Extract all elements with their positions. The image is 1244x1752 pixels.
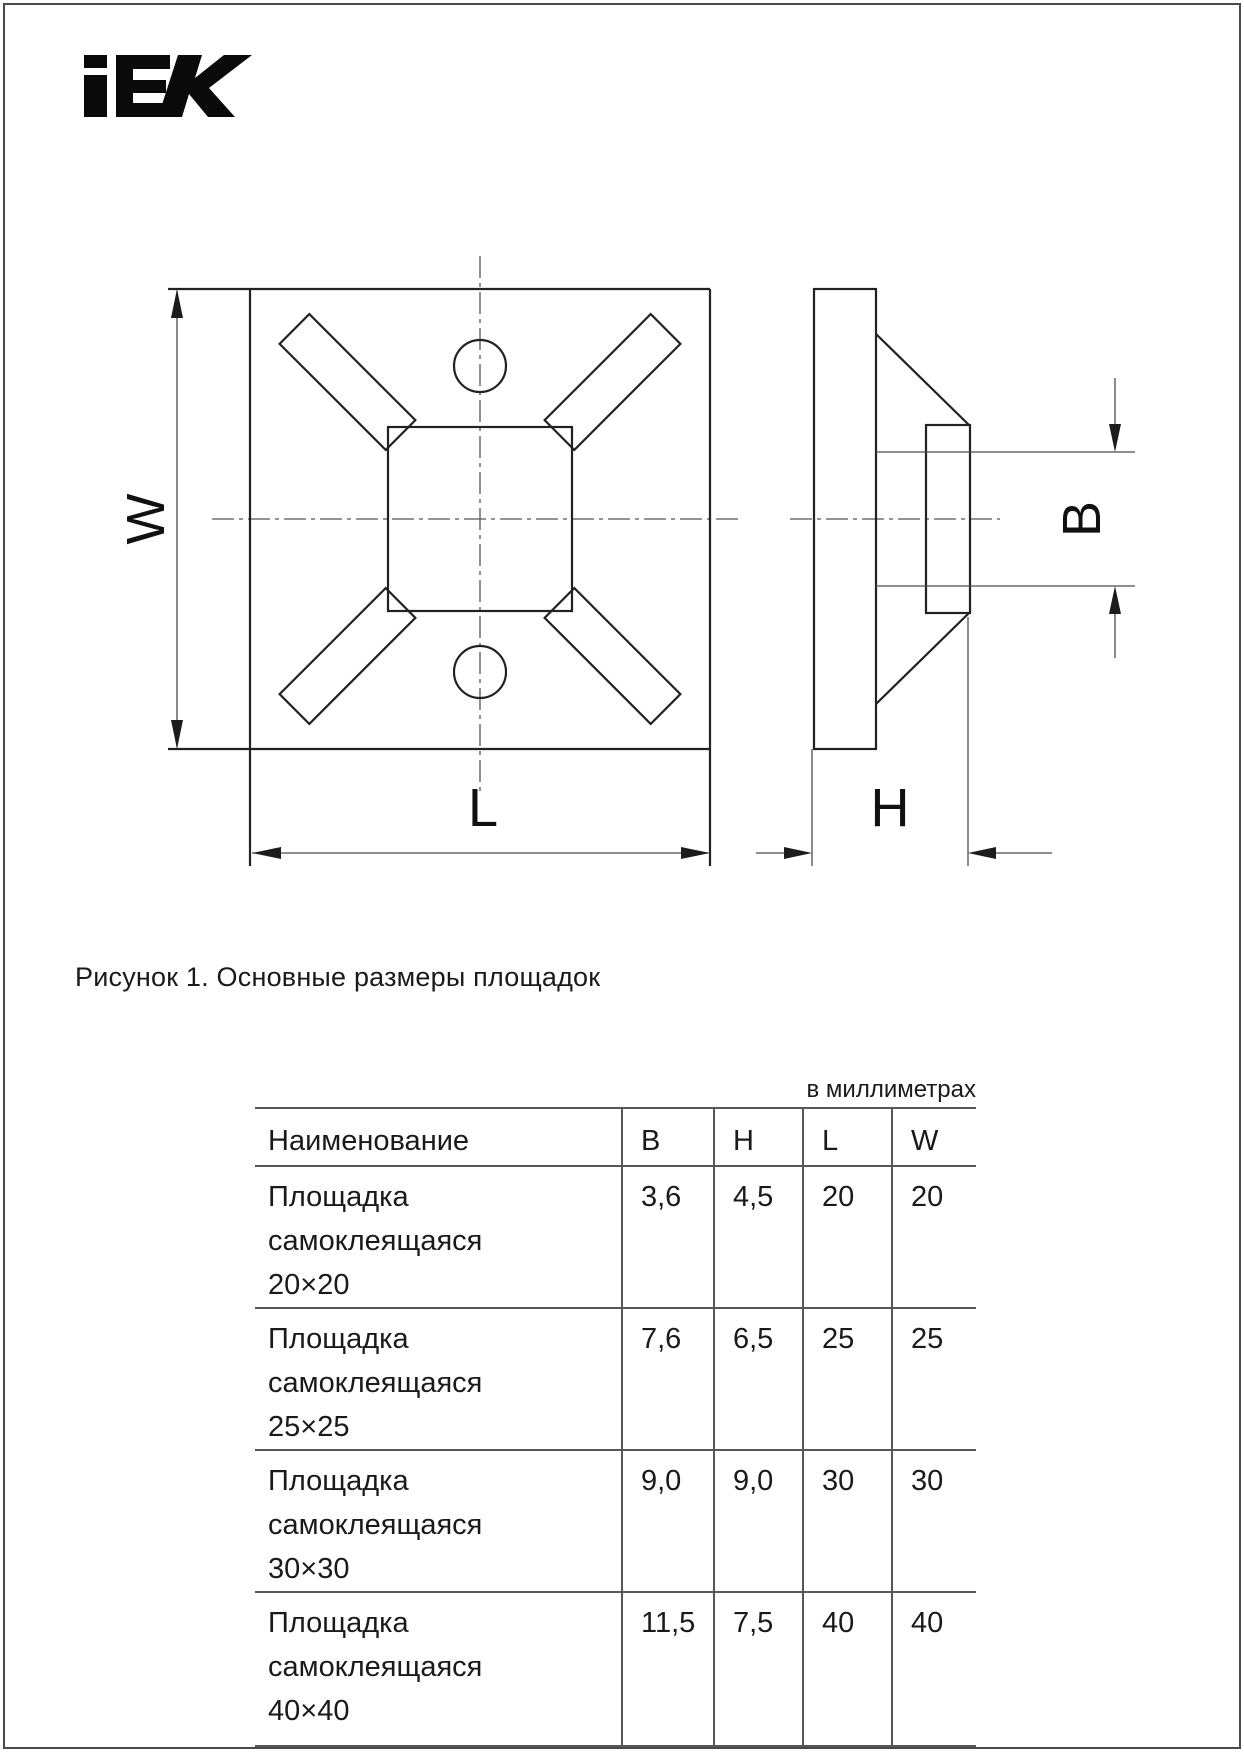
cell-l: 40 [803,1592,892,1746]
row-name: Площадка самоклеящаяся 20×20 [268,1181,483,1301]
cell-w: 40 [892,1592,976,1746]
cell-l: 30 [803,1450,892,1592]
dimension-w [116,289,183,749]
cell-w: 20 [892,1166,976,1308]
logo-i-stem [84,75,107,117]
header-h: H [714,1108,803,1166]
front-slot-top-right [545,314,681,450]
h-arrow-left [968,847,996,859]
header-l: L [803,1108,892,1166]
cell-h: 4,5 [714,1166,803,1308]
w-dim-label: W [116,493,176,545]
h-dim-label: H [870,778,910,838]
dimension-h [756,617,1052,866]
front-view [168,256,742,866]
cell-h: 6,5 [714,1308,803,1450]
table-row [255,1450,976,1592]
dimension-b [1052,378,1121,658]
b-arrow-down [1109,424,1121,452]
cell-w: 25 [892,1308,976,1450]
logo-i-dot [84,55,107,68]
iek-logo [84,54,254,122]
row-name: Площадка самоклеящаяся 40×40 [268,1607,483,1727]
cell-b: 9,0 [622,1450,714,1592]
b-arrow-up [1109,586,1121,614]
side-slant-top [876,334,969,425]
front-slot-bottom-right [545,588,681,724]
table-row [255,1592,976,1746]
b-dim-label: B [1052,500,1112,538]
cell-h: 7,5 [714,1592,803,1746]
row-name: Площадка самоклеящаяся 30×30 [268,1465,483,1585]
side-slant-bottom [876,613,969,704]
dimension-l [252,778,710,859]
technical-drawing [0,210,1244,910]
l-dim-label: L [467,778,499,838]
row-name: Площадка самоклеящаяся 25×25 [268,1323,483,1443]
cell-l: 20 [803,1166,892,1308]
logo-k [158,55,252,117]
table-row [255,1166,976,1308]
cell-b: 7,6 [622,1308,714,1450]
dimensions-table [255,1107,976,1747]
cell-l: 25 [803,1308,892,1450]
l-arrow-right [681,847,710,859]
w-arrow-up [171,289,183,318]
header-b: B [622,1108,714,1166]
front-slot-bottom-left [280,588,416,724]
w-arrow-down [171,720,183,749]
table-header-row [255,1108,976,1166]
cell-b: 3,6 [622,1166,714,1308]
table-row [255,1308,976,1450]
header-w: W [892,1108,976,1166]
cell-h: 9,0 [714,1450,803,1592]
cell-w: 30 [892,1450,976,1592]
units-note: в миллиметрах [806,1076,976,1103]
header-name: Наименование [268,1125,470,1157]
front-slot-top-left [280,314,416,450]
figure-caption: Рисунок 1. Основные размеры площадок [75,962,601,992]
cell-b: 11,5 [622,1592,714,1746]
l-arrow-left [252,847,281,859]
h-arrow-right [784,847,812,859]
